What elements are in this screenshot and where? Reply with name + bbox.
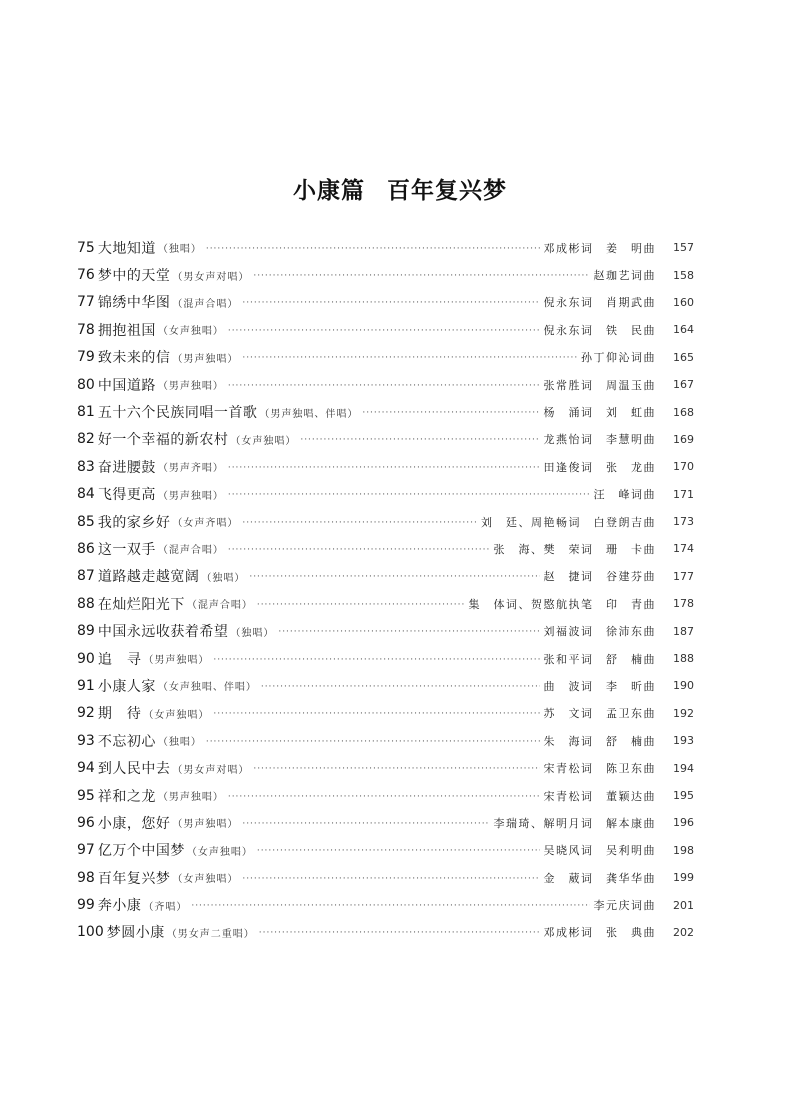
entry-credits: 集 体词、贺愍航执笔 印 青曲 <box>468 597 656 611</box>
entry-page-number: 202 <box>673 925 694 939</box>
entry-credits: 宋青松词 董颖达曲 <box>543 789 656 803</box>
entry-performance-type: （女声齐唱） <box>172 518 239 530</box>
entry-number: 84 <box>77 486 95 503</box>
entry-number: 97 <box>77 842 95 859</box>
entry-credits: 汪 峰词曲 <box>593 488 656 502</box>
entry-number: 81 <box>77 404 95 421</box>
entry-number: 96 <box>77 814 95 831</box>
entry-credits: 李瑞琦、解明月词 解本康曲 <box>493 816 656 830</box>
entry-credits: 田逢俊词 张 龙曲 <box>543 460 656 474</box>
entry-title: 中国永远收获着希望 <box>97 624 229 641</box>
toc-entry[interactable] <box>77 864 694 891</box>
entry-number: 90 <box>77 650 95 667</box>
toc-entry[interactable] <box>77 453 694 480</box>
entry-page-number: 158 <box>673 268 694 282</box>
toc-entry[interactable] <box>77 398 694 425</box>
entry-credits: 李元庆词曲 <box>593 899 656 913</box>
entry-page-number: 178 <box>673 597 694 611</box>
entry-credits: 张 海、樊 荣词 珊 卡曲 <box>493 542 656 556</box>
dot-leader <box>242 298 539 308</box>
entry-performance-type: （齐唱） <box>143 901 188 913</box>
dot-leader <box>228 463 540 473</box>
entry-number: 83 <box>77 458 95 475</box>
entry-title: 这一双手 <box>97 541 156 558</box>
entry-title: 道路越走越宽阔 <box>97 569 200 586</box>
entry-page-number: 198 <box>673 843 694 857</box>
entry-performance-type: （混声合唱） <box>172 298 239 310</box>
entry-credits: 金 葳词 龚华华曲 <box>543 871 656 885</box>
dot-leader <box>206 737 540 747</box>
entry-number: 98 <box>77 869 95 886</box>
entry-number: 94 <box>77 760 95 777</box>
entry-title: 奋进腰鼓 <box>97 459 156 476</box>
entry-title: 百年复兴梦 <box>97 870 171 887</box>
toc-entry[interactable] <box>77 919 694 946</box>
dot-leader <box>278 627 539 637</box>
entry-number: 95 <box>77 787 95 804</box>
entry-performance-type: （女声独唱） <box>230 435 297 447</box>
entry-number: 85 <box>77 513 95 530</box>
entry-performance-type: （女声独唱） <box>157 326 224 338</box>
dot-leader <box>242 353 577 363</box>
entry-title: 小康人家 <box>97 678 156 695</box>
section-title-part1: 小康篇 <box>293 178 365 204</box>
entry-page-number: 169 <box>673 432 694 446</box>
entry-credits: 刘福波词 徐沛东曲 <box>543 625 656 639</box>
entry-number: 78 <box>77 321 95 338</box>
entry-number: 79 <box>77 349 95 366</box>
entry-title: 期 待 <box>97 706 142 723</box>
entry-page-number: 174 <box>673 542 694 556</box>
entry-credits: 孙丁仰沁词曲 <box>581 351 656 365</box>
entry-performance-type: （男声独唱） <box>172 353 239 365</box>
entry-performance-type: （女声独唱） <box>143 709 210 721</box>
entry-page-number: 170 <box>673 460 694 474</box>
entry-credits: 朱 海词 舒 楠曲 <box>543 734 656 748</box>
entry-performance-type: （独唱） <box>157 244 202 256</box>
dot-leader <box>228 326 540 336</box>
toc-entry[interactable] <box>77 316 694 343</box>
entry-title: 梦中的天堂 <box>97 268 171 285</box>
entry-page-number: 167 <box>673 378 694 392</box>
toc-entry[interactable] <box>77 261 694 288</box>
entry-page-number: 194 <box>673 761 694 775</box>
entry-performance-type: （女声独唱、伴唱） <box>157 682 257 694</box>
dot-leader <box>242 819 489 829</box>
toc-entry[interactable] <box>77 891 694 918</box>
toc-entry[interactable] <box>77 508 694 535</box>
entry-credits: 苏 文词 孟卫东曲 <box>543 707 656 721</box>
entry-performance-type: （混声合唱） <box>157 545 224 557</box>
dot-leader <box>259 928 540 938</box>
entry-number: 88 <box>77 595 95 612</box>
entry-title: 中国道路 <box>97 377 156 394</box>
entry-performance-type: （男声独唱） <box>157 381 224 393</box>
toc-entry[interactable] <box>77 700 694 727</box>
entry-title: 到人民中去 <box>97 761 171 778</box>
entry-page-number: 171 <box>673 487 694 501</box>
toc-entry[interactable] <box>77 234 694 261</box>
dot-leader <box>228 490 590 500</box>
entry-performance-type: （男声齐唱） <box>157 463 224 475</box>
entry-page-number: 196 <box>673 816 694 830</box>
entry-page-number: 199 <box>673 871 694 885</box>
dot-leader <box>242 518 477 528</box>
entry-title: 大地知道 <box>97 240 156 257</box>
entry-credits: 邓成彬词 张 典曲 <box>543 926 656 940</box>
entry-performance-type: （男声独唱） <box>143 655 210 667</box>
dot-leader <box>242 874 539 884</box>
entry-performance-type: （独唱） <box>230 627 275 639</box>
entry-title: 五十六个民族同唱一首歌 <box>97 405 258 422</box>
entry-title: 在灿烂阳光下 <box>97 596 185 613</box>
entry-performance-type: （女声独唱） <box>186 846 253 858</box>
dot-leader <box>261 682 540 692</box>
entry-title: 我的家乡好 <box>97 514 171 531</box>
toc-entry[interactable] <box>77 289 694 316</box>
entry-page-number: 195 <box>673 789 694 802</box>
toc-entry[interactable] <box>77 809 694 836</box>
entry-credits: 杨 涌词 刘 虹曲 <box>543 406 656 420</box>
dot-leader <box>191 901 589 911</box>
entry-page-number: 190 <box>673 679 694 693</box>
toc-entry[interactable] <box>77 426 694 453</box>
toc-entry[interactable] <box>77 563 694 590</box>
entry-credits: 张和平词 舒 楠曲 <box>543 652 656 666</box>
entry-credits: 龙燕怡词 李慧明曲 <box>543 433 656 447</box>
entry-number: 100 <box>77 924 104 941</box>
dot-leader <box>300 435 539 445</box>
entry-page-number: 157 <box>673 241 694 255</box>
entry-credits: 张常胜词 周温玉曲 <box>543 378 656 392</box>
dot-leader <box>213 709 539 719</box>
entry-title: 不忘初心 <box>97 733 156 750</box>
entry-page-number: 168 <box>673 405 694 419</box>
entry-title: 奔小康 <box>97 898 142 915</box>
toc-entry[interactable] <box>77 371 694 398</box>
dot-leader <box>228 381 540 391</box>
section-title <box>0 172 800 205</box>
entry-performance-type: （男声独唱） <box>157 490 224 502</box>
toc-entry[interactable] <box>77 590 694 617</box>
entry-credits: 宋青松词 陈卫东曲 <box>543 762 656 776</box>
entry-page-number: 173 <box>673 515 694 529</box>
entry-page-number: 164 <box>673 323 694 337</box>
entry-number: 89 <box>77 623 95 640</box>
entry-number: 76 <box>77 267 95 284</box>
entry-page-number: 187 <box>673 624 694 638</box>
entry-performance-type: （男声独唱） <box>157 792 224 803</box>
entry-performance-type: （女声独唱） <box>172 874 239 886</box>
entry-page-number: 188 <box>673 652 694 666</box>
dot-leader <box>249 572 539 582</box>
entry-performance-type: （混声合唱） <box>186 600 253 612</box>
entry-page-number: 160 <box>673 295 694 309</box>
entry-number: 82 <box>77 431 95 448</box>
entry-number: 92 <box>77 705 95 722</box>
entry-performance-type: （男女声对唱） <box>172 271 250 283</box>
toc-entry[interactable] <box>77 782 694 809</box>
entry-title: 追 寻 <box>97 651 142 668</box>
entry-number: 93 <box>77 732 95 749</box>
entry-credits: 赵珈艺词曲 <box>593 269 656 283</box>
entry-performance-type: （男女声二重唱） <box>166 928 255 940</box>
dot-leader <box>253 271 589 281</box>
dot-leader <box>253 764 539 774</box>
entry-credits: 吴晓风词 吴利明曲 <box>543 844 656 858</box>
toc-entry[interactable] <box>77 727 694 754</box>
dot-leader <box>228 545 490 555</box>
dot-leader <box>206 244 540 254</box>
table-of-contents <box>77 234 694 946</box>
entry-page-number: 201 <box>673 898 694 912</box>
entry-title: 致未来的信 <box>97 350 171 367</box>
section-title-part2: 百年复兴梦 <box>387 178 507 204</box>
entry-credits: 邓成彬词 姜 明曲 <box>543 241 656 255</box>
entry-credits: 倪永东词 肖期武曲 <box>543 296 656 310</box>
entry-number: 86 <box>77 540 95 557</box>
toc-entry[interactable] <box>77 481 694 508</box>
entry-performance-type: （男声独唱、伴唱） <box>259 408 359 420</box>
dot-leader <box>257 600 465 610</box>
entry-credits: 刘 廷、周艳畅词 白登朗吉曲 <box>481 515 656 529</box>
entry-page-number: 192 <box>673 706 694 720</box>
entry-title: 祥和之龙 <box>97 788 156 805</box>
toc-entry[interactable] <box>77 617 694 644</box>
entry-performance-type: （男声独唱） <box>172 819 239 831</box>
entry-title: 锦绣中华图 <box>97 295 171 312</box>
dot-leader <box>213 655 539 665</box>
entry-credits: 赵 捷词 谷建芬曲 <box>543 570 656 584</box>
entry-title: 好一个幸福的新农村 <box>97 432 229 449</box>
entry-title: 梦圆小康 <box>106 925 165 942</box>
entry-title: 飞得更高 <box>97 487 156 504</box>
dot-leader <box>362 408 539 418</box>
entry-performance-type: （独唱） <box>201 572 246 584</box>
toc-entry[interactable] <box>77 837 694 864</box>
entry-title: 拥抱祖国 <box>97 322 156 339</box>
entry-page-number: 165 <box>673 350 694 364</box>
entry-performance-type: （男女声对唱） <box>172 764 250 776</box>
toc-entry[interactable] <box>77 672 694 699</box>
entry-number: 77 <box>77 294 95 311</box>
toc-entry[interactable] <box>77 344 694 371</box>
entry-number: 87 <box>77 568 95 585</box>
toc-entry[interactable] <box>77 535 694 562</box>
entry-page-number: 177 <box>673 569 694 583</box>
entry-number: 80 <box>77 376 95 393</box>
entry-number: 91 <box>77 677 95 694</box>
entry-number: 75 <box>77 239 95 256</box>
entry-performance-type: （独唱） <box>157 737 202 749</box>
toc-entry[interactable] <box>77 645 694 672</box>
dot-leader <box>257 846 540 856</box>
entry-page-number: 193 <box>673 734 694 748</box>
toc-entry[interactable] <box>77 754 694 781</box>
entry-title: 亿万个中国梦 <box>97 843 185 860</box>
entry-title: 小康，您好 <box>97 815 171 832</box>
entry-credits: 曲 波词 李 昕曲 <box>543 679 656 693</box>
entry-credits: 倪永东词 铁 民曲 <box>543 323 656 337</box>
entry-number: 99 <box>77 897 95 914</box>
dot-leader <box>228 792 540 802</box>
